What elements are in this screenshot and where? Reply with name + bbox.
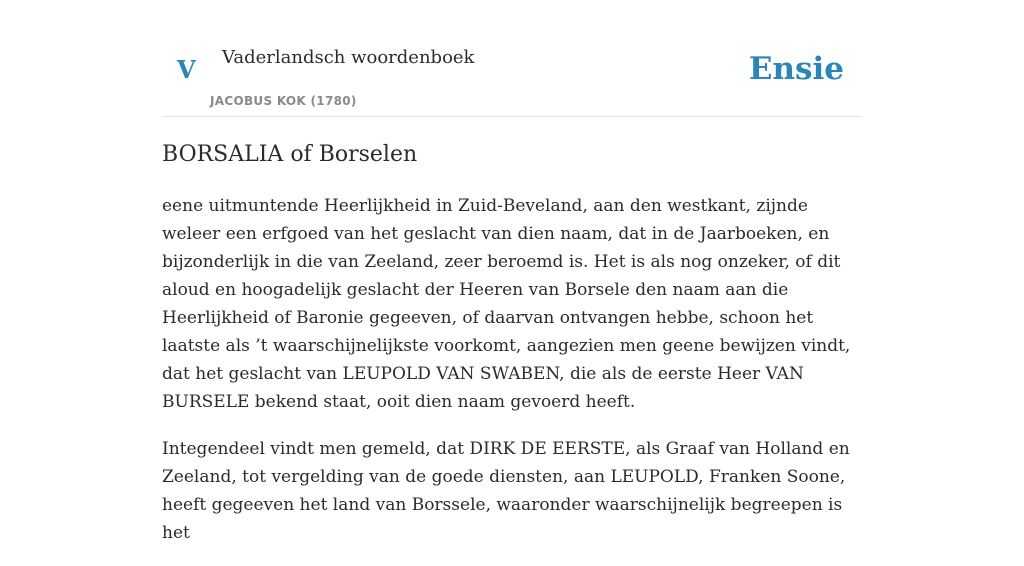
book-title-link[interactable]: Vaderlandsch woordenboek	[222, 47, 475, 68]
entry-paragraph: eene uitmuntende Heerlijkheid in Zuid-Beveland, aan den westkant, zijnde weleer een erfgoed van het geslacht van dien naam, dat in de Jaarboeken, en bijzonderlijk in die van Zeeland, zeer beroemd is. Het is als nog onzeker, of dit aloud en hoogadelijk geslacht der Heeren van Borsele den naam aan die Heerlijkheid of Baronie gegeeven, of daarvan ontvangen hebbe, schoon het laatste als ’t waarschijnelijkste voorkomt, aangezien men geene bewijzen vindt, dat het geslacht van LEUPOLD VAN SWABEN, die als de eerste Heer VAN BURSELE bekend staat, ooit dien naam gevoerd heeft.	[162, 196, 851, 412]
page-container	[162, 0, 862, 543]
book-author: JACOBUS KOK (1780)	[210, 94, 357, 108]
entry-paragraph: Integendeel vindt men gemeld, dat DIRK DE EERSTE, als Graaf van Holland en Zeeland, tot vergelding van de goede diensten, aan LEUPOLD, Franken Soone, heeft gegeeven het land van Borssele, waaronder waarschijnelijk begreepen is het	[162, 439, 850, 543]
ensie-logo[interactable]: Ensie	[748, 51, 844, 87]
entry-content	[162, 192, 862, 566]
entry-title: BORSALIA of Borselen	[162, 142, 418, 167]
book-initial-letter[interactable]: V	[177, 55, 196, 84]
book-header	[162, 0, 862, 117]
